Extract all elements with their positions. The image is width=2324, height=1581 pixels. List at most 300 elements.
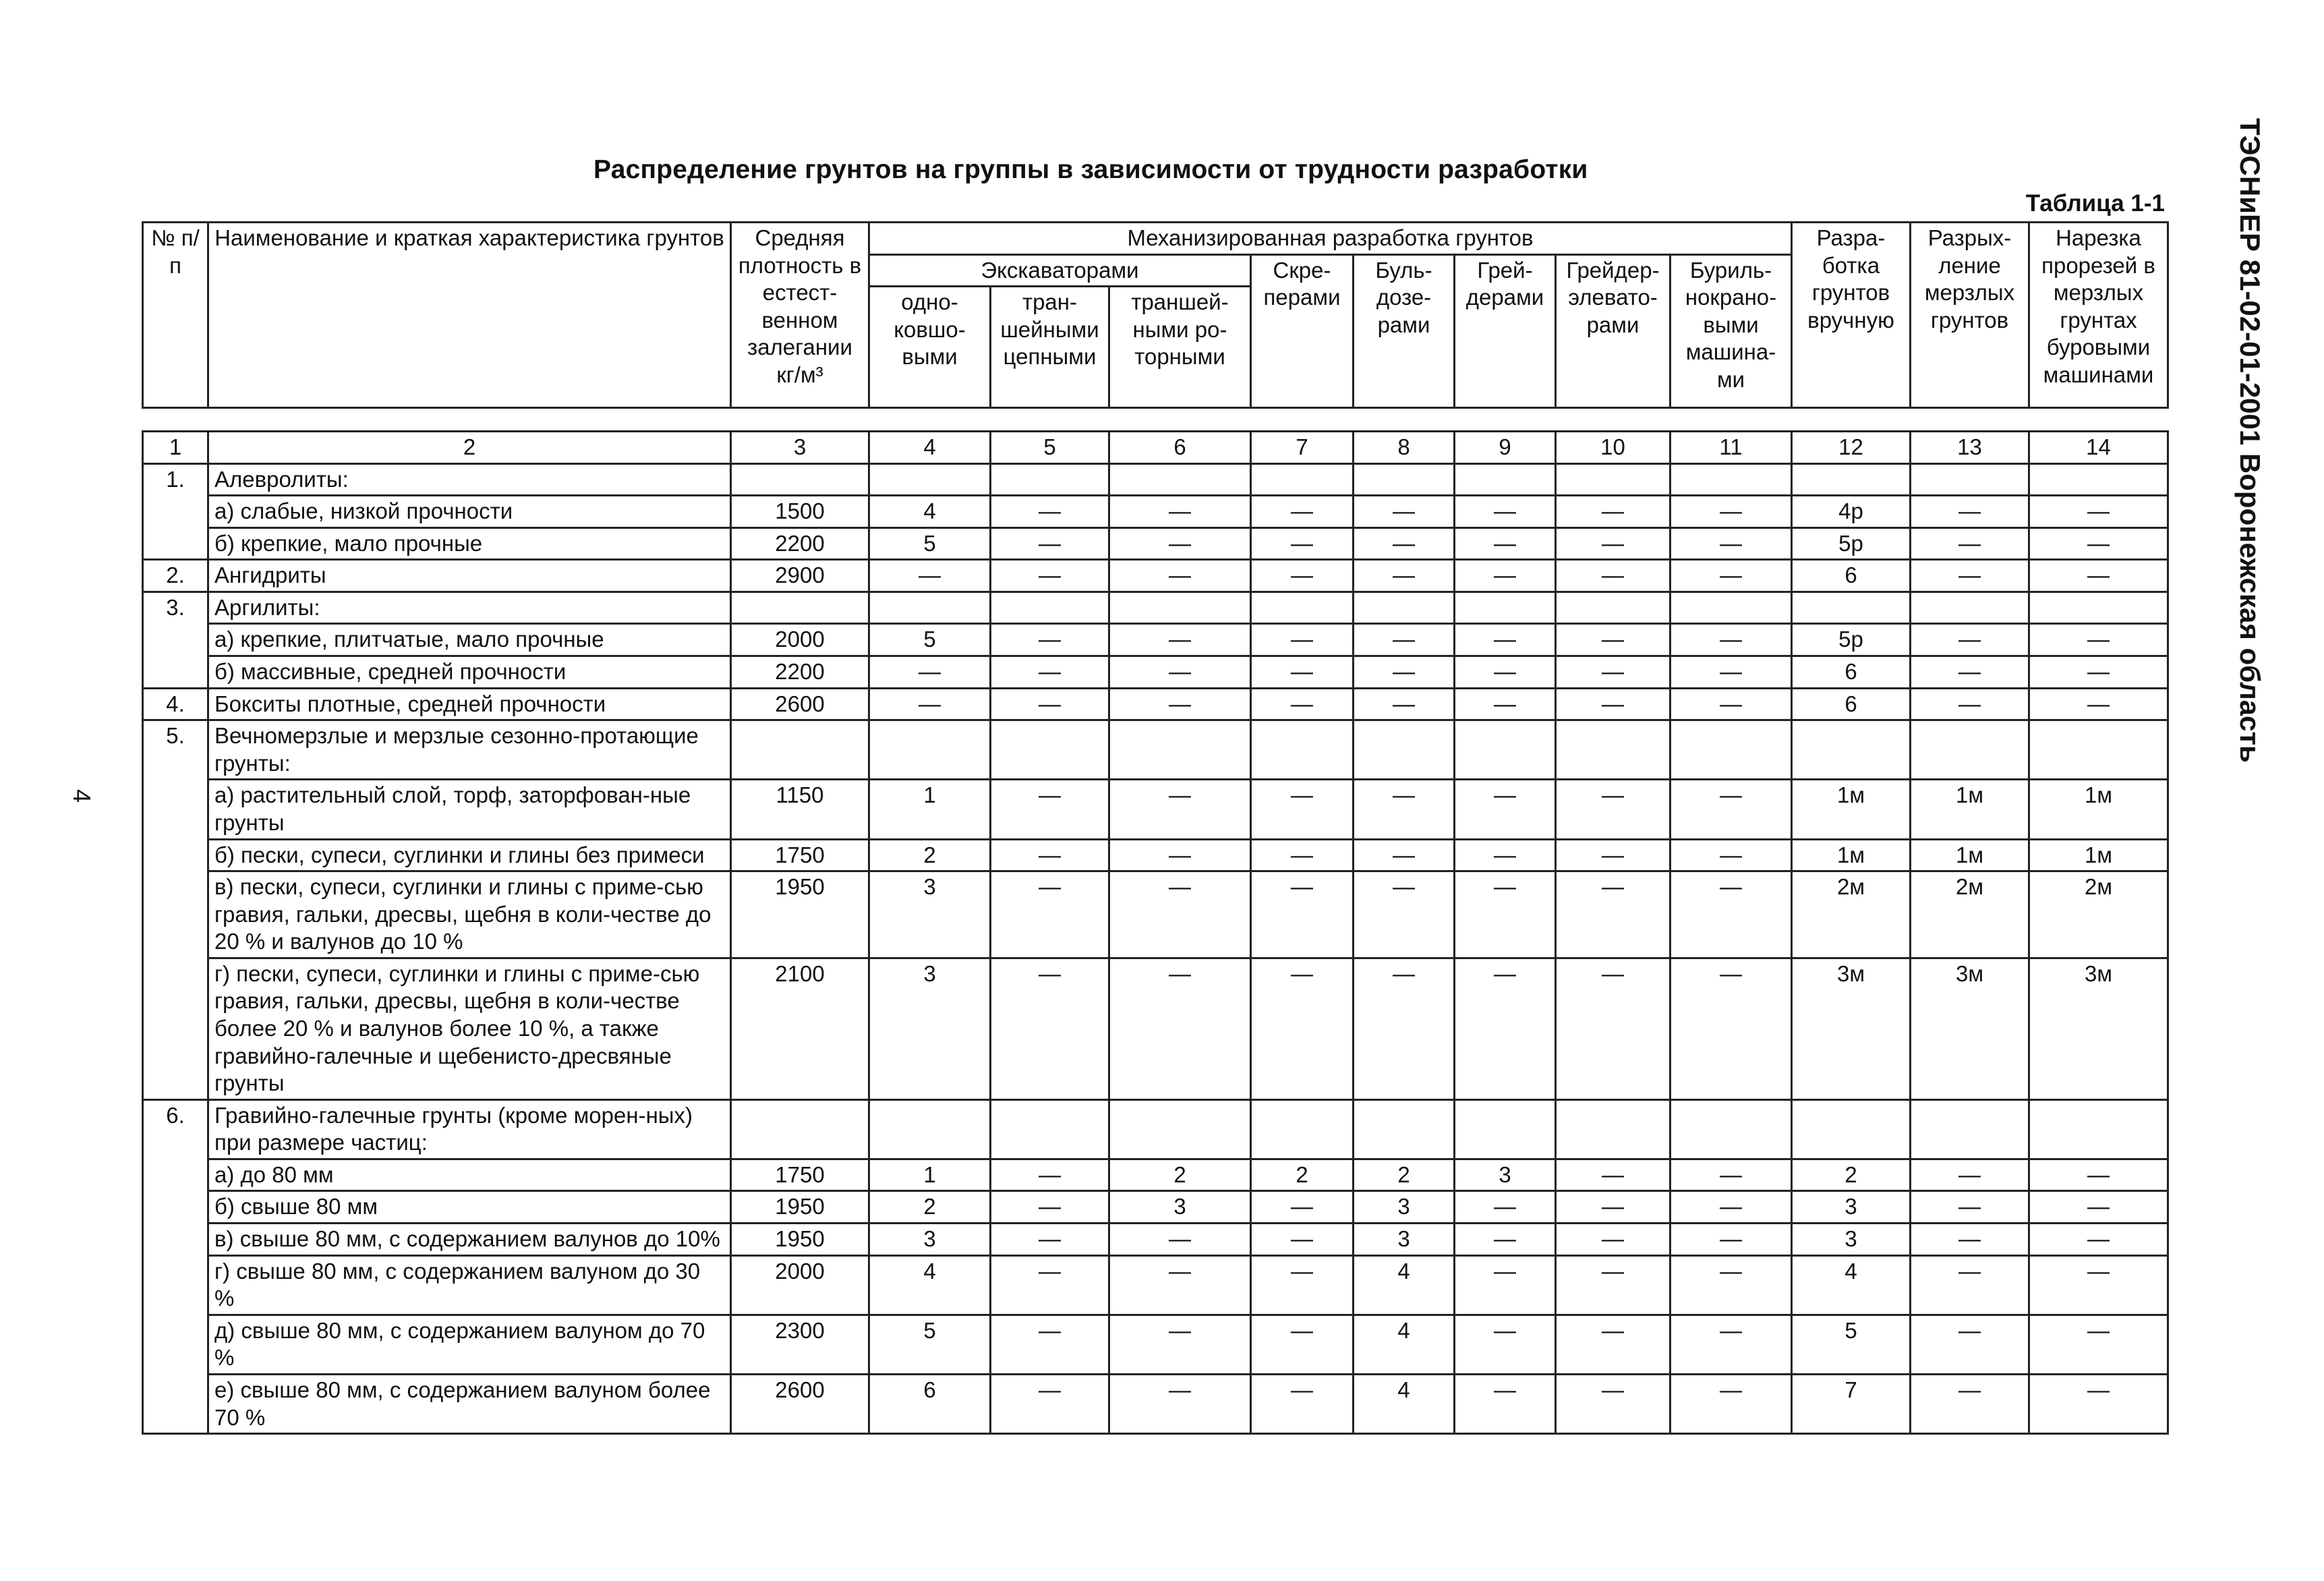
group-cell: —	[2029, 1191, 2168, 1224]
density-cell: 1950	[731, 1224, 869, 1256]
group-cell: —	[1671, 839, 1792, 871]
soil-name: Бокситы плотные, средней прочности	[208, 688, 731, 720]
row-number: 6.	[143, 1099, 208, 1433]
group-cell: 3м	[2029, 958, 2168, 1099]
group-cell	[1251, 720, 1354, 780]
header-name: Наименование и краткая характеристика грунтов	[208, 223, 731, 408]
group-cell: 4	[869, 1255, 991, 1315]
group-cell: 2	[1792, 1159, 1911, 1191]
group-cell: 3	[1792, 1224, 1911, 1256]
group-cell: —	[869, 656, 991, 689]
group-cell: —	[1251, 1255, 1354, 1315]
group-cell: —	[1556, 958, 1671, 1099]
group-cell	[1109, 720, 1251, 780]
header-trench-rotor: траншей-ными ро-торными	[1109, 287, 1251, 408]
group-cell: 2	[1251, 1159, 1354, 1191]
group-cell: —	[1911, 656, 2029, 689]
group-cell	[1455, 1099, 1556, 1159]
soil-name: б) пески, супеси, суглинки и глины без примеси	[208, 839, 731, 871]
group-cell: —	[1556, 656, 1671, 689]
density-cell	[731, 463, 869, 496]
group-cell: —	[1911, 688, 2029, 720]
group-cell	[1911, 463, 2029, 496]
group-cell: —	[1109, 1315, 1251, 1374]
table-row	[143, 624, 2168, 656]
soil-name: а) до 80 мм	[208, 1159, 731, 1191]
group-cell: 2	[869, 1191, 991, 1224]
soil-name: Гравийно-галечные грунты (кроме морен-ных) при размере частиц:	[208, 1099, 731, 1159]
group-cell: —	[1556, 839, 1671, 871]
group-cell: —	[1354, 780, 1455, 839]
group-cell: —	[1671, 527, 1792, 560]
group-cell	[1671, 592, 1792, 624]
group-cell: 5	[869, 624, 991, 656]
group-cell	[1556, 1099, 1671, 1159]
density-cell: 1750	[731, 1159, 869, 1191]
density-cell: 2100	[731, 958, 869, 1099]
group-cell: 1	[869, 1159, 991, 1191]
group-cell: —	[1109, 656, 1251, 689]
soil-name: Алевролиты:	[208, 463, 731, 496]
soil-groups-table	[142, 430, 2169, 1435]
group-cell: —	[991, 1224, 1109, 1256]
table-row	[143, 871, 2168, 958]
column-number: 12	[1792, 432, 1911, 464]
group-cell	[1556, 720, 1671, 780]
group-cell: —	[1109, 839, 1251, 871]
group-cell: —	[991, 688, 1109, 720]
group-cell: —	[2029, 1224, 2168, 1256]
header-drilling: Буриль-нокрано-выми машина-ми	[1671, 254, 1792, 408]
group-cell: 3	[869, 1224, 991, 1256]
group-cell: 1м	[1792, 839, 1911, 871]
group-cell	[1455, 592, 1556, 624]
column-number: 14	[2029, 432, 2168, 464]
group-cell: —	[1671, 496, 1792, 528]
header-frozen-loosen: Разрых-ление мерзлых грунтов	[1911, 223, 2029, 408]
column-number: 3	[731, 432, 869, 464]
table-row	[143, 780, 2168, 839]
group-cell	[1251, 592, 1354, 624]
table-row	[143, 958, 2168, 1099]
group-cell: —	[1556, 780, 1671, 839]
group-cell: —	[1455, 1191, 1556, 1224]
group-cell: —	[1671, 688, 1792, 720]
group-cell: —	[1671, 1224, 1792, 1256]
group-cell: —	[1671, 780, 1792, 839]
group-cell: 4	[1354, 1374, 1455, 1433]
column-number-row	[143, 432, 2168, 464]
group-cell: —	[1109, 688, 1251, 720]
group-cell: —	[1556, 1374, 1671, 1433]
group-cell: —	[1911, 1315, 2029, 1374]
group-cell: —	[1671, 958, 1792, 1099]
group-cell: —	[869, 688, 991, 720]
density-cell: 1150	[731, 780, 869, 839]
table-row	[143, 527, 2168, 560]
density-cell: 1500	[731, 496, 869, 528]
group-cell	[869, 720, 991, 780]
group-cell: —	[1455, 958, 1556, 1099]
group-cell: —	[1354, 527, 1455, 560]
group-cell: —	[1911, 560, 2029, 592]
group-cell: 6	[1792, 688, 1911, 720]
group-cell: —	[991, 871, 1109, 958]
group-cell	[1354, 463, 1455, 496]
group-cell: —	[1455, 839, 1556, 871]
group-cell: —	[1911, 1224, 2029, 1256]
group-cell: —	[991, 839, 1109, 871]
group-cell: —	[1109, 560, 1251, 592]
group-cell: —	[1911, 1374, 2029, 1433]
group-cell: 3м	[1792, 958, 1911, 1099]
group-cell	[2029, 592, 2168, 624]
group-cell	[1354, 592, 1455, 624]
table-row	[143, 560, 2168, 592]
group-cell: —	[1556, 560, 1671, 592]
group-cell	[2029, 1099, 2168, 1159]
table-header	[142, 221, 2169, 409]
group-cell: 4р	[1792, 496, 1911, 528]
row-number: 2.	[143, 560, 208, 592]
row-number: 5.	[143, 720, 208, 1100]
group-cell: —	[1354, 656, 1455, 689]
group-cell: —	[2029, 656, 2168, 689]
group-cell: —	[1455, 1315, 1556, 1374]
group-cell: —	[1109, 1255, 1251, 1315]
soil-name: б) крепкие, мало прочные	[208, 527, 731, 560]
group-cell: —	[1671, 1374, 1792, 1433]
group-cell: —	[1556, 527, 1671, 560]
header-scrapers: Скре-перами	[1251, 254, 1354, 408]
group-cell: 3	[869, 871, 991, 958]
group-cell	[1556, 592, 1671, 624]
column-number: 10	[1556, 432, 1671, 464]
group-cell: 6	[869, 1374, 991, 1433]
column-number: 5	[991, 432, 1109, 464]
group-cell: —	[1556, 1224, 1671, 1256]
group-cell: —	[1455, 1255, 1556, 1315]
group-cell: —	[1251, 1224, 1354, 1256]
group-cell: —	[2029, 496, 2168, 528]
group-cell: —	[1556, 496, 1671, 528]
group-cell: 5	[869, 527, 991, 560]
table-row	[143, 688, 2168, 720]
group-cell: —	[1455, 1224, 1556, 1256]
group-cell: —	[1109, 496, 1251, 528]
group-cell	[1109, 463, 1251, 496]
group-cell: —	[991, 780, 1109, 839]
group-cell: 3	[869, 958, 991, 1099]
group-cell	[1556, 463, 1671, 496]
group-cell: 4	[1354, 1255, 1455, 1315]
density-cell: 2300	[731, 1315, 869, 1374]
group-cell: —	[1911, 527, 2029, 560]
group-cell: 4	[1792, 1255, 1911, 1315]
group-cell: —	[1251, 780, 1354, 839]
table-row	[143, 656, 2168, 689]
group-cell: —	[1455, 1374, 1556, 1433]
soil-name: г) пески, супеси, суглинки и глины с приме-сью гравия, гальки, дресвы, щебня в коли-честве более 20 % и валунов более 10 %, а также гравийно-галечные и щебенисто-дресвяные грунты	[208, 958, 731, 1099]
group-cell: —	[1109, 958, 1251, 1099]
header-density: Средняя плотность в естест-венном залегании кг/м³	[731, 223, 869, 408]
group-cell: —	[1455, 527, 1556, 560]
group-cell	[1911, 592, 2029, 624]
group-cell	[1792, 1099, 1911, 1159]
group-cell: —	[869, 560, 991, 592]
group-cell: —	[2029, 1374, 2168, 1433]
group-cell: 2	[869, 839, 991, 871]
group-cell: —	[1251, 656, 1354, 689]
group-cell: 2	[1109, 1159, 1251, 1191]
group-cell: —	[991, 1255, 1109, 1315]
header-excavators: Экскаваторами	[869, 254, 1251, 287]
group-cell: —	[1556, 1191, 1671, 1224]
column-number: 1	[143, 432, 208, 464]
group-cell: —	[1109, 527, 1251, 560]
group-cell: —	[1354, 958, 1455, 1099]
group-cell: 7	[1792, 1374, 1911, 1433]
row-number: 3.	[143, 592, 208, 688]
soil-name: в) свыше 80 мм, с содержанием валунов до 10%	[208, 1224, 731, 1256]
group-cell: 4	[1354, 1315, 1455, 1374]
group-cell: —	[1671, 560, 1792, 592]
density-cell	[731, 1099, 869, 1159]
density-cell: 1950	[731, 1191, 869, 1224]
group-cell: 1	[869, 780, 991, 839]
group-cell: 1м	[1792, 780, 1911, 839]
header-grader-elevators: Грейдер-элевато-рами	[1556, 254, 1671, 408]
table-row	[143, 1224, 2168, 1256]
group-cell: —	[1251, 1191, 1354, 1224]
group-cell: 1м	[2029, 780, 2168, 839]
group-cell: —	[1556, 1159, 1671, 1191]
soil-name: Аргилиты:	[208, 592, 731, 624]
soil-name: а) растительный слой, торф, заторфован-ные грунты	[208, 780, 731, 839]
group-cell	[869, 1099, 991, 1159]
group-cell	[991, 463, 1109, 496]
group-cell	[991, 1099, 1109, 1159]
soil-name: б) свыше 80 мм	[208, 1191, 731, 1224]
group-cell: —	[1354, 688, 1455, 720]
soil-name: Ангидриты	[208, 560, 731, 592]
group-cell: —	[1671, 656, 1792, 689]
column-number: 8	[1354, 432, 1455, 464]
group-cell: —	[1911, 496, 2029, 528]
group-cell: —	[1251, 958, 1354, 1099]
density-cell: 2200	[731, 656, 869, 689]
group-cell	[991, 592, 1109, 624]
group-cell: —	[1455, 656, 1556, 689]
group-cell: —	[1455, 871, 1556, 958]
group-cell: —	[991, 496, 1109, 528]
page-number: 4	[68, 788, 96, 803]
group-cell: —	[1911, 1191, 2029, 1224]
header-graders: Грей-дерами	[1455, 254, 1556, 408]
table-row	[143, 839, 2168, 871]
table-row	[143, 720, 2168, 780]
column-number: 11	[1671, 432, 1792, 464]
group-cell: —	[1671, 1315, 1792, 1374]
table-row	[143, 1374, 2168, 1433]
group-cell: 3	[1109, 1191, 1251, 1224]
soil-name: а) слабые, низкой прочности	[208, 496, 731, 528]
table-row	[143, 1315, 2168, 1374]
density-cell: 2600	[731, 1374, 869, 1433]
table-row	[143, 496, 2168, 528]
group-cell: 2	[1354, 1159, 1455, 1191]
group-cell	[1109, 592, 1251, 624]
group-cell: —	[991, 1374, 1109, 1433]
group-cell: —	[1911, 624, 2029, 656]
group-cell: —	[1251, 560, 1354, 592]
table-row	[143, 463, 2168, 496]
group-cell: —	[1455, 688, 1556, 720]
group-cell	[1671, 720, 1792, 780]
density-cell: 2600	[731, 688, 869, 720]
group-cell	[1109, 1099, 1251, 1159]
group-cell	[2029, 720, 2168, 780]
group-cell: —	[2029, 624, 2168, 656]
group-cell	[1455, 720, 1556, 780]
table-row	[143, 1255, 2168, 1315]
group-cell: 2м	[1911, 871, 2029, 958]
header-bulldozers: Буль-дозе-рами	[1354, 254, 1455, 408]
group-cell: —	[1251, 527, 1354, 560]
group-cell: 2м	[2029, 871, 2168, 958]
group-cell: —	[991, 656, 1109, 689]
soil-name: е) свыше 80 мм, с содержанием валуном более 70 %	[208, 1374, 731, 1433]
group-cell: —	[1251, 839, 1354, 871]
group-cell: —	[1455, 780, 1556, 839]
table-row	[143, 1191, 2168, 1224]
soil-name: Вечномерзлые и мерзлые сезонно-протающие грунты:	[208, 720, 731, 780]
group-cell: —	[1455, 496, 1556, 528]
group-cell: —	[1109, 1374, 1251, 1433]
group-cell: —	[1556, 688, 1671, 720]
group-cell: —	[2029, 1159, 2168, 1191]
group-cell	[2029, 463, 2168, 496]
group-cell	[991, 720, 1109, 780]
header-manual: Разра-ботка грунтов вручную	[1792, 223, 1911, 408]
group-cell: —	[1455, 624, 1556, 656]
group-cell: —	[1556, 1315, 1671, 1374]
group-cell: —	[1911, 1255, 2029, 1315]
group-cell: —	[1109, 624, 1251, 656]
column-number: 13	[1911, 432, 2029, 464]
group-cell	[1251, 463, 1354, 496]
group-cell: —	[1671, 624, 1792, 656]
group-cell: —	[2029, 527, 2168, 560]
table-row	[143, 592, 2168, 624]
group-cell	[1455, 463, 1556, 496]
group-cell: —	[1251, 871, 1354, 958]
group-cell: 1м	[2029, 839, 2168, 871]
header-single-bucket: одно-ковшо-выми	[869, 287, 991, 408]
group-cell: —	[991, 1315, 1109, 1374]
group-cell: 6	[1792, 656, 1911, 689]
table-row	[143, 1099, 2168, 1159]
group-cell: 3м	[1911, 958, 2029, 1099]
group-cell	[869, 592, 991, 624]
group-cell: —	[1354, 839, 1455, 871]
group-cell	[1911, 1099, 2029, 1159]
group-cell	[1251, 1099, 1354, 1159]
group-cell: —	[2029, 560, 2168, 592]
group-cell	[1354, 1099, 1455, 1159]
group-cell: —	[1671, 1191, 1792, 1224]
group-cell	[1792, 463, 1911, 496]
density-cell: 2200	[731, 527, 869, 560]
group-cell: —	[991, 527, 1109, 560]
group-cell: —	[1251, 1374, 1354, 1433]
group-cell: 5р	[1792, 527, 1911, 560]
group-cell: 4	[869, 496, 991, 528]
header-no: № п/п	[143, 223, 208, 408]
group-cell	[1671, 1099, 1792, 1159]
group-cell: —	[1109, 871, 1251, 958]
group-cell: —	[991, 560, 1109, 592]
group-cell: —	[1109, 780, 1251, 839]
group-cell: 3	[1455, 1159, 1556, 1191]
row-number: 1.	[143, 463, 208, 560]
group-cell: —	[1556, 624, 1671, 656]
group-cell: —	[1911, 1159, 2029, 1191]
table-row	[143, 1159, 2168, 1191]
density-cell: 2900	[731, 560, 869, 592]
group-cell: —	[1455, 560, 1556, 592]
group-cell: —	[991, 1191, 1109, 1224]
group-cell	[1671, 463, 1792, 496]
density-cell: 2000	[731, 1255, 869, 1315]
group-cell: —	[1251, 496, 1354, 528]
group-cell: —	[1251, 624, 1354, 656]
group-cell: —	[1251, 1315, 1354, 1374]
column-number: 6	[1109, 432, 1251, 464]
group-cell: —	[991, 958, 1109, 1099]
group-cell: 5р	[1792, 624, 1911, 656]
group-cell: —	[1251, 688, 1354, 720]
group-cell	[1911, 720, 2029, 780]
group-cell: —	[1354, 624, 1455, 656]
group-cell	[1354, 720, 1455, 780]
group-cell: 3	[1792, 1191, 1911, 1224]
group-cell: —	[1556, 1255, 1671, 1315]
table-label: Таблица 1-1	[2025, 190, 2165, 217]
side-document-code: ТЭСНиЕР 81-02-01-2001 Воронежская область	[2234, 118, 2266, 763]
group-cell: 3	[1354, 1224, 1455, 1256]
group-cell: 2м	[1792, 871, 1911, 958]
column-number: 9	[1455, 432, 1556, 464]
group-cell: —	[2029, 1255, 2168, 1315]
soil-name: г) свыше 80 мм, с содержанием валуном до 30 %	[208, 1255, 731, 1315]
group-cell: 5	[869, 1315, 991, 1374]
group-cell: —	[991, 1159, 1109, 1191]
group-cell: —	[991, 624, 1109, 656]
group-cell: 6	[1792, 560, 1911, 592]
header-mechanized: Механизированная разработка грунтов	[869, 223, 1792, 255]
group-cell: 1м	[1911, 780, 2029, 839]
group-cell: —	[1556, 871, 1671, 958]
column-number: 2	[208, 432, 731, 464]
group-cell: 3	[1354, 1191, 1455, 1224]
group-cell: —	[1354, 496, 1455, 528]
density-cell	[731, 720, 869, 780]
group-cell: —	[2029, 688, 2168, 720]
group-cell: —	[1671, 871, 1792, 958]
page-title: Распределение грунтов на группы в зависимости от трудности разработки	[593, 155, 1588, 184]
density-cell: 2000	[731, 624, 869, 656]
